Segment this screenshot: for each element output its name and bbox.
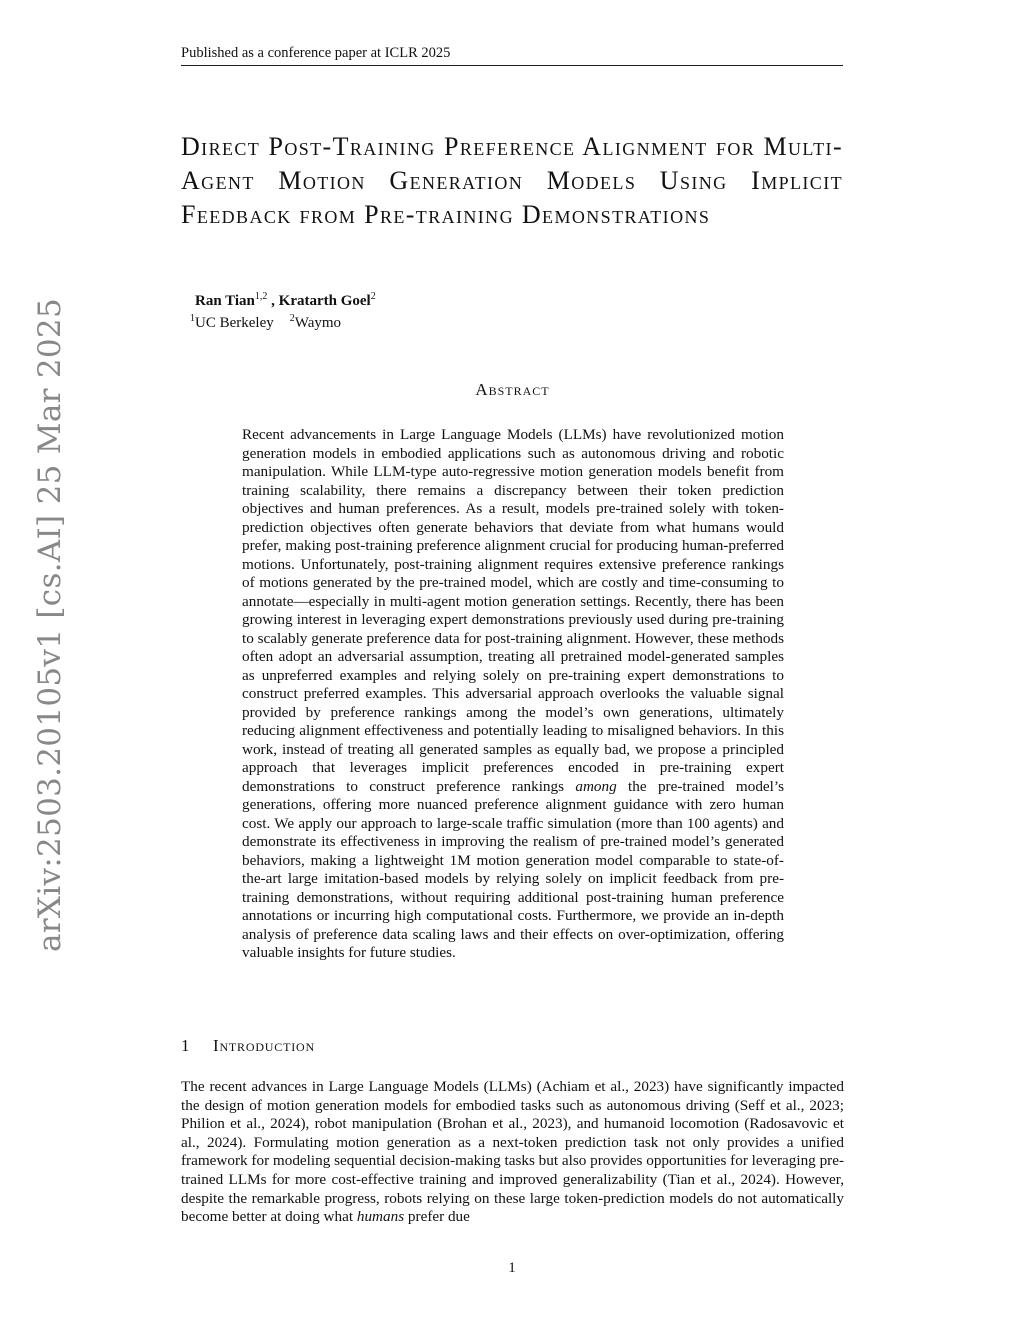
- running-header-text: Published as a conference paper at ICLR 2025: [181, 45, 451, 61]
- arxiv-sidebar-stamp: [30, 298, 70, 952]
- author-name: Kratarth Goel: [278, 293, 371, 309]
- author-affiliation-mark: 2: [370, 291, 376, 302]
- section-heading-introduction: [181, 1035, 315, 1057]
- abstract-emphasis: among: [575, 777, 617, 795]
- paper-title: Direct Post-Training Preference Alignment for Multi-Agent Motion Generation Models Using Implicit Feedback from Pre-training Demonstrations: [181, 132, 843, 229]
- author-separator: ,: [267, 293, 279, 309]
- introduction-text: prefer due: [404, 1208, 470, 1226]
- abstract-text: the pre-trained model’s generations, offering more nuanced preference alignment guidance with zero human cost. We apply our approach to large-scale traffic simulation (more than 100 agents) and demonstrate its effectiveness in improving the realism of pre-trained model’s generated behaviors, making a lightweight 1M motion generation model comparable to state-of-the-art large imitation-based models by relying solely on implicit feedback from pre-training demonstrations, without requiring additional post-training human preference annotations or incurring high computational costs. Furthermore, we provide an in-depth analysis of preference data scaling laws and their effects on over-optimization, offering valuable insights for future studies.: [242, 777, 785, 961]
- running-header: [181, 44, 843, 66]
- affiliation-name: Waymo: [294, 315, 342, 331]
- arxiv-identifier: arXiv:2503.20105v1 [cs.AI] 25 Mar 2025: [32, 298, 68, 952]
- introduction-text: The recent advances in Large Language Models (LLMs) (Achiam et al., 2023) have significantly impacted the design of motion generation models for embodied tasks such as autonomous driving (Seff et al., 2023; Philion et al., 2024), robot manipulation (Brohan et al., 2023), and humanoid locomotion (Radosavovic et al., 2024). Formulating motion generation as a next-token prediction task not only provides a unified framework for modeling sequential decision-making tasks but also provides opportunities for leveraging pre-trained LLMs for more cost-effective training and improved generalizability (Tian et al., 2024). However, despite the remarkable progress, robots relying on these large token-prediction models do not automatically become better at doing what: [181, 1078, 845, 1226]
- page-number: 1: [508, 1260, 516, 1276]
- section-title: Introduction: [213, 1036, 315, 1055]
- affiliation-mark: 2: [289, 313, 295, 324]
- abstract-heading: Abstract: [475, 380, 550, 399]
- introduction-emphasis: humans: [356, 1208, 405, 1226]
- affiliation-list: [190, 313, 341, 333]
- affiliation-name: UC Berkeley: [195, 315, 274, 331]
- author-list: [195, 291, 376, 311]
- introduction-paragraph: [181, 1078, 844, 1227]
- author-affiliation-mark: 1,2: [254, 291, 268, 302]
- author-name: Ran Tian: [195, 293, 255, 309]
- abstract-text: Recent advancements in Large Language Models (LLMs) have revolutionized motion generation models in embodied applications such as autonomous driving and robotic manipulation. While LLM-type auto-regressive motion generation models benefit from training scalability, there remains a discrepancy between their token prediction objectives and human preferences. As a result, models pre-trained solely with token-prediction objectives often generate behaviors that deviate from what humans would prefer, making post-training preference alignment crucial for producing human-preferred motions. Unfortunately, post-training alignment requires extensive preference rankings of motions generated by the pre-trained model, which are costly and time-consuming to annotate—especially in multi-agent motion generation settings. Recently, there has been growing interest in leveraging expert demonstrations previously used during pre-training to scalably generate preference data for post-training alignment. However, these methods often adopt an adversarial assumption, treating all pretrained model-generated samples as unpreferred examples and relying solely on pre-training expert demonstrations to construct preferred examples. This adversarial approach overlooks the valuable signal provided by preference rankings among the model’s own generations, ultimately reducing alignment effectiveness and potentially leading to misaligned behaviors. In this work, instead of treating all generated samples as equally bad, we propose a principled approach that leverages implicit preferences encoded in pre-training expert demonstrations to construct preference rankings: [242, 426, 784, 795]
- section-number: 1: [181, 1036, 191, 1055]
- affiliation-mark: 1: [190, 313, 195, 324]
- abstract-body: [242, 426, 784, 963]
